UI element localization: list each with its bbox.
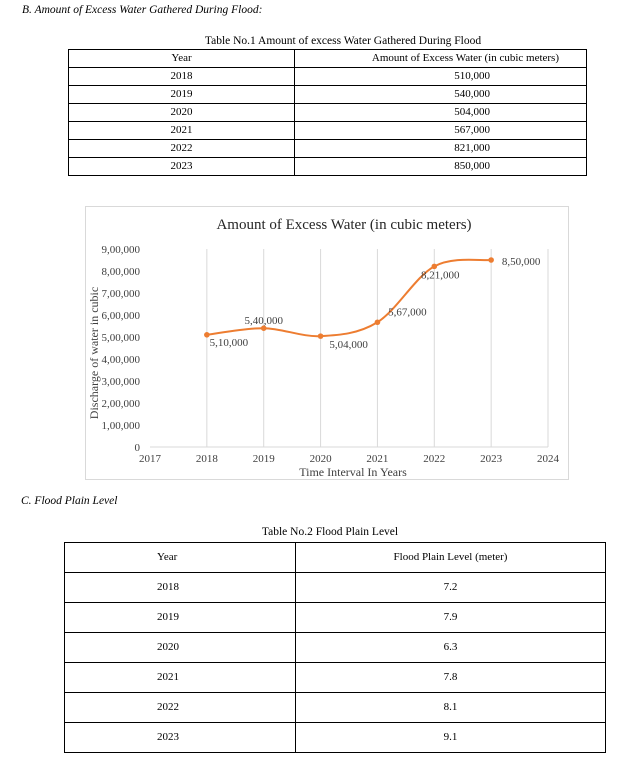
y-tick-label: 7,00,000 (101, 288, 140, 300)
data-label: 5,67,000 (388, 306, 427, 319)
section-c-heading: C. Flood Plain Level (21, 495, 118, 507)
data-label: 5,04,000 (329, 339, 368, 352)
y-axis-title: Discharge of water in cubic (87, 286, 101, 420)
excess-water-chart (86, 207, 568, 479)
table-row (65, 723, 606, 753)
table-row (69, 122, 587, 140)
x-tick-label: 2020 (309, 453, 332, 465)
y-tick-label: 0 (134, 442, 140, 454)
amount-cell: 821,000 (295, 140, 587, 158)
amount-cell: 510,000 (295, 68, 587, 86)
year-cell: 2018 (69, 68, 295, 86)
table-row (65, 663, 606, 693)
level-cell: 9.1 (296, 723, 606, 753)
data-label: 8,50,000 (501, 256, 541, 268)
data-label: 8,21,000 (421, 269, 460, 282)
year-cell: 2020 (69, 104, 295, 122)
y-tick-label: 8,00,000 (101, 266, 140, 278)
year-cell: 2020 (65, 633, 296, 663)
column-header-year: Year (65, 543, 296, 573)
table-row (69, 104, 587, 122)
y-tick-label: 9,00,000 (101, 244, 140, 256)
amount-cell: 567,000 (295, 122, 587, 140)
data-label: 5,10,000 (209, 336, 249, 349)
year-cell: 2022 (69, 140, 295, 158)
level-cell: 7.2 (296, 573, 606, 603)
table-row (69, 68, 587, 86)
y-tick-label: 1,00,000 (101, 420, 140, 432)
y-tick-label: 5,00,000 (101, 332, 140, 344)
y-tick-label: 6,00,000 (101, 310, 140, 322)
year-cell: 2019 (69, 86, 295, 104)
data-point (431, 264, 437, 270)
chart-container (85, 206, 569, 480)
table-row (65, 633, 606, 663)
section-b-heading: B. Amount of Excess Water Gathered During Flood: (22, 4, 263, 16)
column-header-amount: Amount of Excess Water (in cubic meters) (295, 50, 587, 68)
year-cell: 2018 (65, 573, 296, 603)
y-tick-label: 2,00,000 (101, 398, 140, 410)
excess-water-table (68, 49, 587, 176)
level-cell: 6.3 (296, 633, 606, 663)
amount-cell: 540,000 (295, 86, 587, 104)
table1-caption: Table No.1 Amount of excess Water Gathered During Flood (204, 35, 482, 47)
table-row (69, 140, 587, 158)
data-point (318, 333, 324, 339)
level-cell: 7.8 (296, 663, 606, 693)
year-cell: 2021 (69, 122, 295, 140)
table-header-row (65, 543, 606, 573)
data-point (375, 319, 381, 325)
table2-caption: Table No.2 Flood Plain Level (261, 526, 399, 538)
amount-cell: 504,000 (295, 104, 587, 122)
x-tick-label: 2017 (139, 453, 161, 465)
column-header-level: Flood Plain Level (meter) (296, 543, 606, 573)
year-cell: 2023 (69, 158, 295, 176)
y-tick-label: 3,00,000 (101, 376, 140, 388)
level-cell: 8.1 (296, 693, 606, 723)
table-row (69, 158, 587, 176)
year-cell: 2019 (65, 603, 296, 633)
x-tick-label: 2022 (423, 453, 446, 465)
table-row (65, 603, 606, 633)
x-tick-label: 2021 (366, 453, 389, 465)
x-tick-label: 2019 (252, 453, 275, 465)
data-label: 5,40,000 (244, 315, 283, 328)
year-cell: 2021 (65, 663, 296, 693)
x-tick-label: 2018 (195, 453, 218, 465)
year-cell: 2023 (65, 723, 296, 753)
table-header-row (69, 50, 587, 68)
year-cell: 2022 (65, 693, 296, 723)
x-tick-label: 2023 (480, 453, 503, 465)
amount-cell: 850,000 (295, 158, 587, 176)
level-cell: 7.9 (296, 603, 606, 633)
table-row (65, 693, 606, 723)
column-header-year: Year (69, 50, 295, 68)
y-tick-label: 4,00,000 (101, 354, 140, 366)
table-row (69, 86, 587, 104)
x-axis-title: Time Interval In Years (299, 465, 407, 479)
table-row (65, 573, 606, 603)
flood-plain-table (64, 542, 606, 753)
chart-title: Amount of Excess Water (in cubic meters) (216, 217, 472, 233)
x-tick-label: 2024 (537, 453, 559, 465)
data-point (488, 257, 494, 263)
